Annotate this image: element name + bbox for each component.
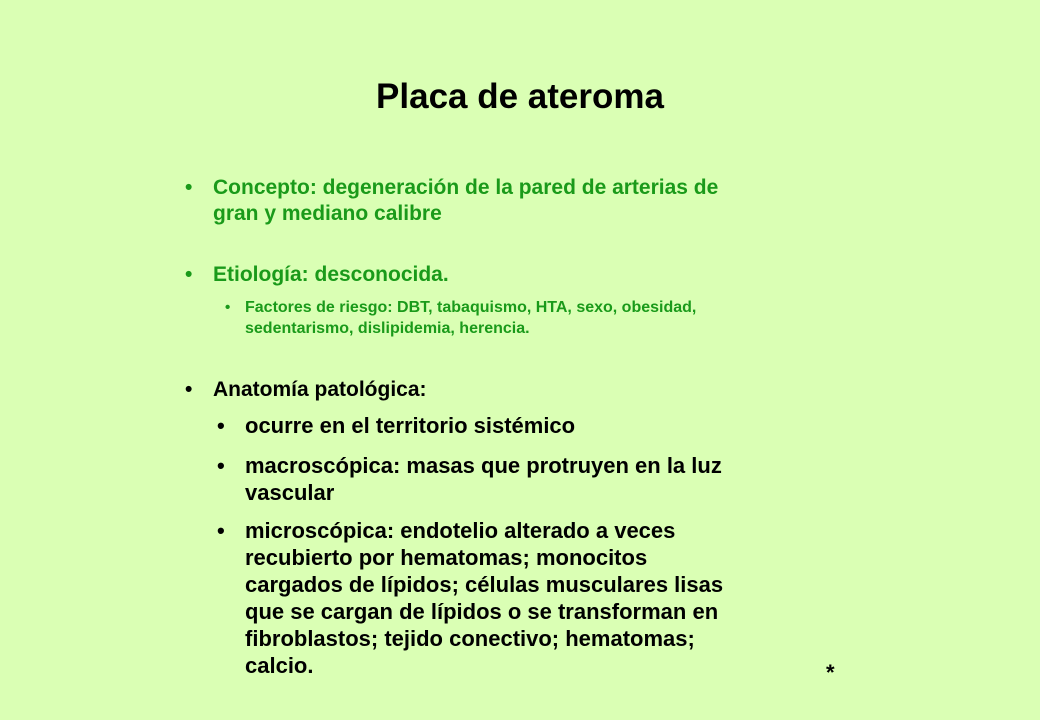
pathology-item-3-line: que se cargan de lípidos o se transforman en	[245, 599, 719, 624]
bullet-dot: •	[185, 176, 193, 199]
pathology-item-3-line: recubierto por hematomas; monocitos	[245, 545, 648, 570]
bullet-dot: •	[217, 453, 225, 478]
footnote-asterisk: *	[826, 660, 835, 685]
pathology-item-2	[217, 452, 722, 506]
pathology-item-3-line: fibroblastos; tejido conectivo; hematomas;	[245, 626, 695, 651]
concept-bullet	[185, 175, 719, 227]
pathology-item-3-line: microscópica: endotelio alterado a veces	[245, 518, 676, 543]
etiology-bullet	[185, 262, 449, 288]
pathology-heading: Anatomía patológica:	[213, 378, 427, 401]
risk-factors-line-2: sedentarismo, dislipidemia, herencia.	[245, 320, 530, 337]
etiology-text: Etiología: desconocida.	[213, 263, 449, 286]
concept-line-2: gran y mediano calibre	[213, 202, 442, 225]
bullet-dot: •	[217, 518, 225, 543]
pathology-item-1	[217, 412, 576, 439]
pathology-item-2-line-1: macroscópica: masas que protruyen en la luz	[245, 453, 722, 478]
bullet-dot: •	[185, 378, 193, 401]
pathology-bullet	[185, 377, 427, 403]
pathology-item-3-line: cargados de lípidos; células musculares lisas	[245, 572, 724, 597]
risk-factors-line-1: Factores de riesgo: DBT, tabaquismo, HTA, sexo, obesidad,	[245, 299, 697, 316]
risk-factors-bullet	[225, 297, 697, 339]
pathology-item-3-line: calcio.	[245, 653, 314, 678]
concept-line-1: Concepto: degeneración de la pared de arterias de	[213, 176, 719, 199]
bullet-dot: •	[217, 413, 225, 438]
bullet-dot: •	[185, 263, 193, 286]
pathology-item-1-text: ocurre en el territorio sistémico	[245, 413, 576, 438]
pathology-item-2-line-2: vascular	[245, 480, 335, 505]
bullet-dot: •	[225, 299, 231, 316]
pathology-item-3	[217, 517, 724, 679]
slide-title: Placa de ateroma	[376, 77, 664, 116]
